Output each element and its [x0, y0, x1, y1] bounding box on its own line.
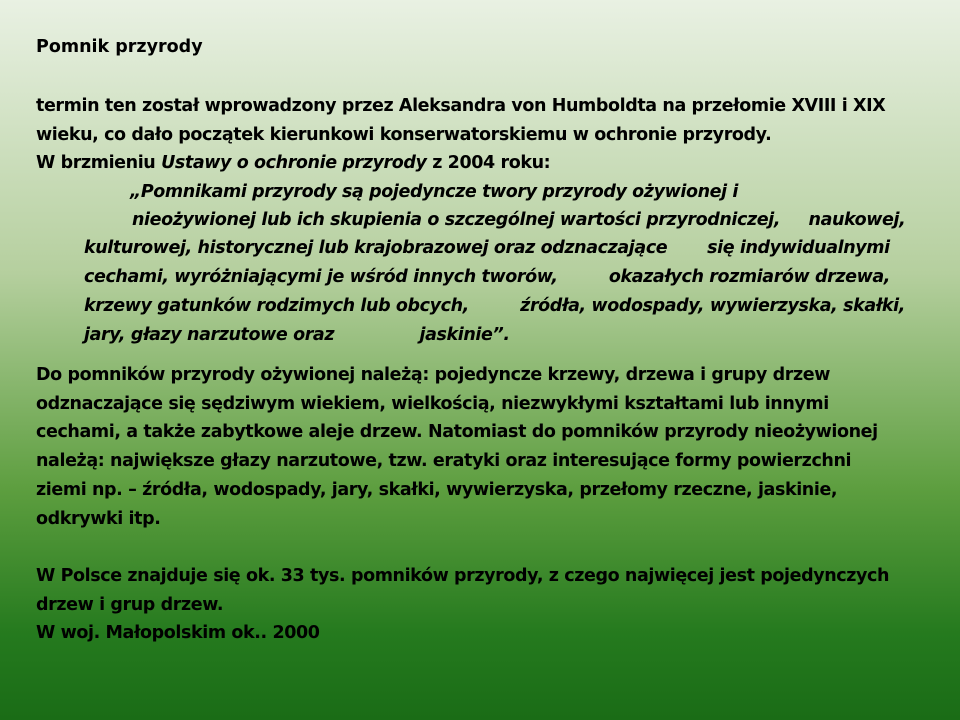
slide-title: Pomnik przyrody [36, 37, 203, 57]
monuments-line-4: należą: największe głazy narzutowe, tzw. eratyki oraz interesujące formy powierzchni [36, 451, 852, 471]
monuments-line-2: odznaczające się sędziwym wiekiem, wielkością, niezwykłymi kształtami lub innymi [36, 394, 829, 414]
intro-line-2: wieku, co dało początek kierunkowi konserwatorskiemu w ochronie przyrody. [36, 125, 772, 145]
quote-line-4: cechami, wyróżniającymi je wśród innych tworów, okazałych rozmiarów drzewa, [84, 267, 891, 287]
statute-line [36, 152, 550, 174]
monuments-line-5: ziemi np. – źródła, wodospady, jary, skałki, wywierzyska, przełomy rzeczne, jaskinie, [36, 480, 838, 500]
monuments-line-6: odkrywki itp. [36, 509, 161, 529]
poland-line-1: W Polsce znajduje się ok. 33 tys. pomników przyrody, z czego najwięcej jest pojedynczych [36, 566, 890, 586]
monuments-line-1: Do pomników przyrody ożywionej należą: pojedyncze krzewy, drzewa i grupy drzew [36, 365, 831, 385]
poland-line-3: W woj. Małopolskim ok.. 2000 [36, 623, 320, 643]
quote-line-3: kulturowej, historycznej lub krajobrazowej oraz odznaczające się indywidualnymi [84, 238, 890, 258]
intro-line-1: termin ten został wprowadzony przez Aleksandra von Humboldta na przełomie XVIII i XIX [36, 96, 886, 116]
quote-line-2: nieożywionej lub ich skupienia o szczególnej wartości przyrodniczej, naukowej, [132, 210, 906, 230]
statute-title: Ustawy o ochronie przyrody [161, 153, 427, 173]
statute-prefix: W brzmieniu [36, 153, 162, 173]
quote-line-1: „Pomnikami przyrody są pojedyncze twory przyrody ożywionej i [130, 182, 738, 202]
quote-line-5: krzewy gatunków rodzimych lub obcych, źródła, wodospady, wywierzyska, skałki, [84, 296, 905, 316]
statute-suffix: z 2004 roku: [426, 153, 551, 173]
quote-line-6: jary, głazy narzutowe oraz jaskinie”. [84, 325, 510, 345]
poland-line-2: drzew i grup drzew. [36, 595, 224, 615]
monuments-line-3: cechami, a także zabytkowe aleje drzew. Natomiast do pomników przyrody nieożywionej [36, 422, 878, 442]
